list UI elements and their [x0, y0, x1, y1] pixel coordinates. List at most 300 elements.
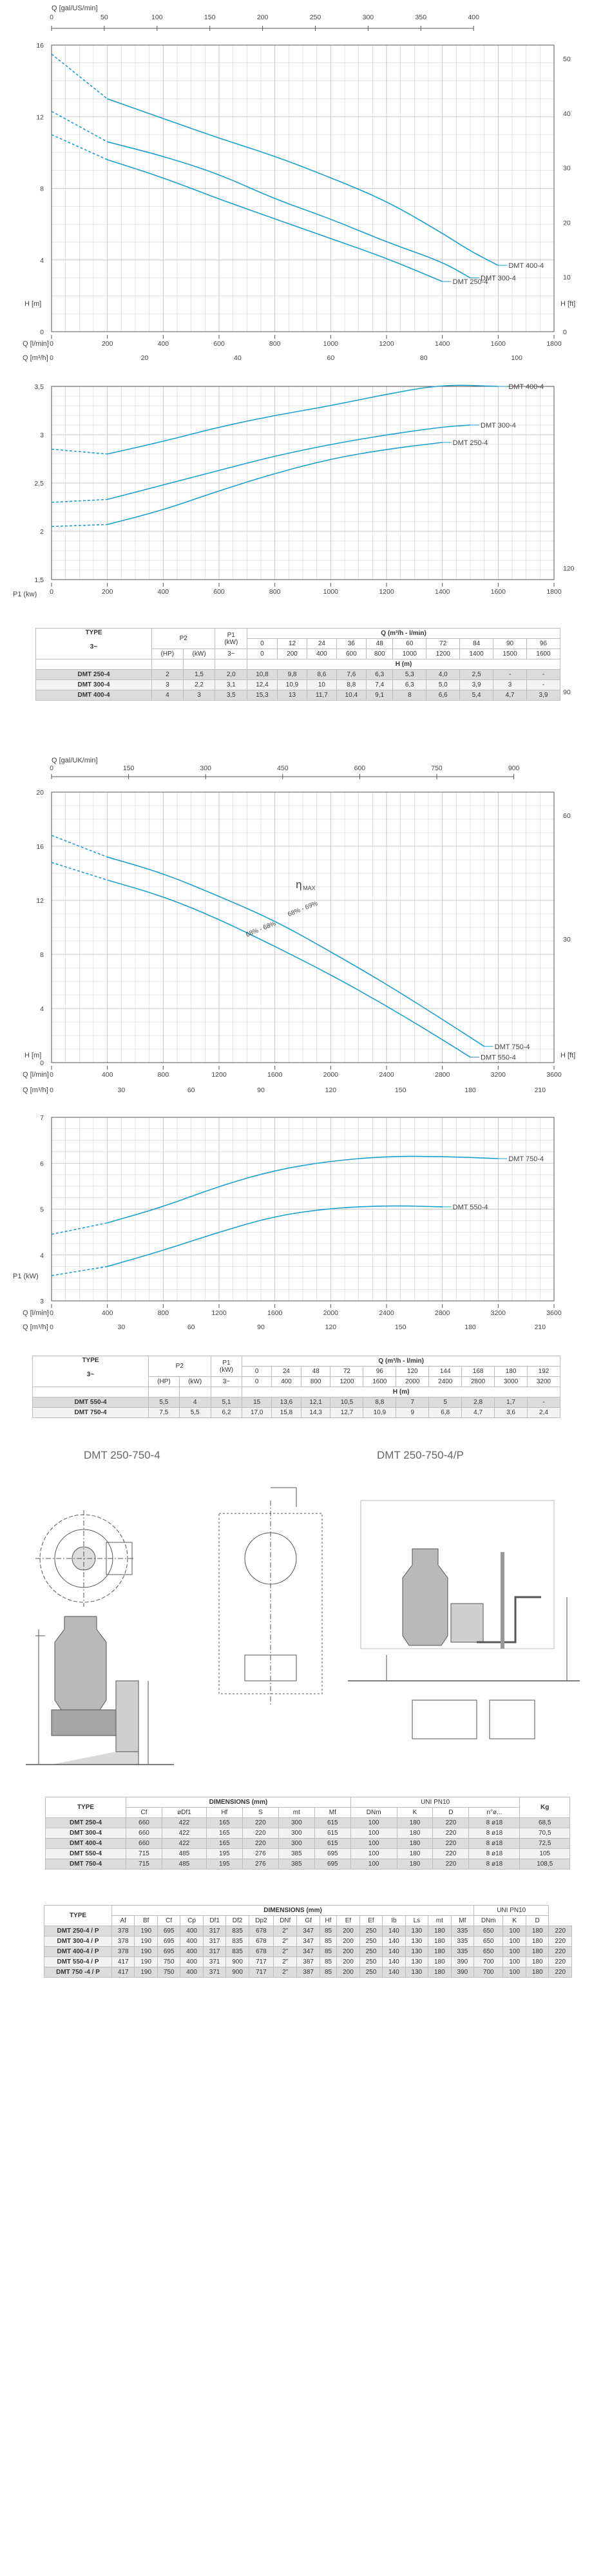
h-m-axis-label: H [m] [24, 1052, 42, 1059]
table-cell: 400 [180, 1926, 203, 1937]
power-chart-dmt-250-400 [0, 380, 612, 612]
q-m3h-tick: 80 [419, 354, 428, 362]
q-gpm-tick: 600 [354, 764, 366, 772]
q-gpm-tick: 250 [309, 14, 321, 21]
table-cell: 12,1 [301, 1397, 330, 1408]
model-name: DMT 300-4 / P [44, 1937, 112, 1947]
table-cell: 180 [428, 1947, 451, 1957]
q-lmin-value: 3200 [528, 1377, 560, 1387]
table-cell: 400 [180, 1937, 203, 1947]
table-cell: 347 [297, 1926, 320, 1937]
series-label-dmt-550-4: DMT 550-4 [452, 1203, 488, 1211]
table-cell: 130 [405, 1957, 428, 1967]
p-axis-label: P1 (kW) [13, 1273, 39, 1280]
type-header: TYPE 3~ [36, 629, 152, 659]
table-cell: 3 [183, 690, 215, 701]
pump-top-view-drawing [35, 1510, 135, 1607]
column-header: Ib [383, 1916, 405, 1926]
q-lmin-value: 2400 [429, 1377, 462, 1387]
table-cell: 4 [179, 1397, 211, 1408]
q-lmin-value: 1600 [526, 649, 560, 659]
table-cell: 276 [242, 1849, 278, 1859]
table-cell: 8 ø18 [469, 1818, 520, 1828]
table-cell: 12,4 [247, 680, 278, 690]
column-header: Df1 [203, 1916, 225, 1926]
table-cell: 717 [249, 1957, 273, 1967]
q-lmin-tick: 2400 [379, 1071, 394, 1079]
p-tick: 6 [40, 1160, 44, 1168]
table-cell: 200 [337, 1937, 359, 1947]
table-cell: 300 [278, 1828, 314, 1839]
h-ft-tick: 30 [563, 935, 571, 943]
p2-header: P2 [152, 629, 215, 649]
type-header: TYPE 3~ [33, 1356, 149, 1387]
q-lmin-tick: 0 [50, 1309, 53, 1317]
uni-pn10-header: UNI PN10 [474, 1906, 549, 1916]
table-cell: 9 [396, 1408, 429, 1418]
table-cell: 85 [320, 1967, 336, 1978]
table-cell: 5,5 [149, 1397, 180, 1408]
series-label-dmt-400-4: DMT 400-4 [508, 383, 544, 391]
column-header: mt [428, 1916, 451, 1926]
q-m3h-tick: 30 [117, 1086, 126, 1094]
table-cell: 180 [428, 1967, 451, 1978]
table-cell: 4,7 [493, 690, 527, 701]
q-lmin-tick: 3200 [490, 1309, 506, 1317]
p-tick: 3 [40, 431, 44, 439]
table-cell: 165 [206, 1818, 242, 1828]
table-cell: 105 [520, 1849, 570, 1859]
model-name: DMT 550-4 [33, 1397, 149, 1408]
q-m3h-tick: 20 [140, 354, 149, 362]
table-cell: 900 [226, 1957, 249, 1967]
table-cell: 8 [393, 690, 426, 701]
table-row [36, 680, 560, 690]
q-m3h-value: 72 [426, 639, 460, 649]
table-cell: 650 [474, 1937, 503, 1947]
kw-unit: (kW) [183, 649, 215, 659]
table-cell: 200 [337, 1967, 359, 1978]
table-row [44, 1967, 572, 1978]
model-name: DMT 750-4 [46, 1859, 126, 1870]
q-lmin-tick: 1400 [434, 588, 450, 596]
table-cell: 190 [135, 1947, 157, 1957]
series-label-dmt-300-4: DMT 300-4 [481, 274, 516, 283]
q-m3h-value: 0 [247, 639, 278, 649]
table-cell: 15 [242, 1397, 272, 1408]
q-lmin-tick: 600 [213, 588, 225, 596]
q-lmin-value: 600 [336, 649, 367, 659]
column-header: DNf [274, 1916, 297, 1926]
q-lmin-tick: 1600 [490, 340, 506, 348]
table-cell: 6,3 [367, 670, 393, 680]
q-m3h-value: 36 [336, 639, 367, 649]
q-m3h-tick: 0 [50, 1086, 53, 1094]
q-lmin-tick: 3200 [490, 1071, 506, 1079]
h-m-tick: 20 [36, 789, 44, 797]
q-lmin-tick: 800 [157, 1071, 169, 1079]
table-cell: 180 [397, 1828, 433, 1839]
q-m3h-tick: 0 [50, 1323, 53, 1331]
q-lmin-value: 0 [247, 649, 278, 659]
q-lmin-tick: 1000 [323, 588, 339, 596]
spacer [33, 1387, 149, 1397]
q-gpm-tick: 50 [100, 14, 108, 21]
column-header: øDf1 [162, 1808, 206, 1818]
spacer [152, 659, 184, 670]
table-cell: 3,9 [460, 680, 493, 690]
table-cell: 700 [474, 1967, 503, 1978]
q-lmin-value: 400 [307, 649, 336, 659]
caption-dmt-250-750-4: DMT 250-750-4 [84, 1449, 160, 1461]
model-name: DMT 550-4 / P [44, 1957, 112, 1967]
p1-header: P1 (kW) [215, 629, 247, 649]
q-lmin-value: 0 [242, 1377, 272, 1387]
q-lmin-value: 2800 [462, 1377, 495, 1387]
h-m-tick: 16 [36, 42, 44, 50]
spacer [36, 659, 152, 670]
table-cell: 70,5 [520, 1828, 570, 1839]
h-header: H (m) [242, 1387, 560, 1397]
table-cell: 7,6 [336, 670, 367, 680]
table-cell: 165 [206, 1828, 242, 1839]
kw-unit: (kW) [179, 1377, 211, 1387]
q-m3h-tick: 30 [117, 1323, 126, 1331]
q-m3h-tick: 150 [394, 1086, 406, 1094]
model-name: DMT 750-4 [33, 1408, 149, 1418]
table-cell: 678 [249, 1947, 273, 1957]
column-header: K [503, 1916, 526, 1926]
type-header: TYPE [44, 1906, 112, 1926]
table-cell: 678 [249, 1937, 273, 1947]
table-cell: 750 [157, 1957, 180, 1967]
column-header: DNm [350, 1808, 397, 1818]
table-cell: 2" [274, 1967, 297, 1978]
table-cell: 2" [274, 1937, 297, 1947]
table-cell: 195 [206, 1849, 242, 1859]
column-header: Hf [206, 1808, 242, 1818]
table-cell: 2" [274, 1947, 297, 1957]
table-cell: 4 [152, 690, 184, 701]
table-cell: 200 [337, 1947, 359, 1957]
table-cell: 385 [278, 1859, 314, 1870]
table-cell: 378 [112, 1937, 135, 1947]
q-lmin-tick: 400 [157, 340, 169, 348]
column-header: Cf [126, 1808, 162, 1818]
table-cell: 100 [350, 1849, 397, 1859]
table-cell: 335 [451, 1937, 473, 1947]
table-cell: 100 [350, 1859, 397, 1870]
table-cell: 100 [350, 1839, 397, 1849]
q-m3h-value: 60 [393, 639, 426, 649]
q-lmin-tick: 1600 [267, 1309, 283, 1317]
q-lmin-axis-label: Q [l/min] [23, 1309, 49, 1317]
h-ft-tick: 20 [563, 219, 571, 227]
p-tick: 2 [40, 528, 44, 536]
q-m3h-tick: 40 [234, 354, 242, 362]
table-cell: 140 [383, 1967, 405, 1978]
q-lmin-tick: 1600 [267, 1071, 283, 1079]
table-cell: 2,0 [215, 670, 247, 680]
h-ft-tick: 30 [563, 164, 571, 173]
model-name: DMT 250-4 [36, 670, 152, 680]
table-cell: 190 [135, 1967, 157, 1978]
p1-phase: 3~ [215, 649, 247, 659]
table-cell: 422 [162, 1818, 206, 1828]
eta-max-sub: MAX [303, 885, 316, 892]
table-cell: 385 [278, 1849, 314, 1859]
q-lmin-tick: 1200 [211, 1309, 227, 1317]
table-cell: 6,3 [393, 680, 426, 690]
table-cell: 8 ø18 [469, 1828, 520, 1839]
q-lmin-tick: 400 [101, 1071, 113, 1079]
performance-table-dmt-550-750 [32, 1356, 560, 1418]
table-cell: 85 [320, 1957, 336, 1967]
table-cell: 8 ø18 [469, 1859, 520, 1870]
q-m3h-tick: 60 [187, 1323, 195, 1331]
table-cell: 9,8 [277, 670, 307, 680]
column-header: Ls [405, 1916, 428, 1926]
table-cell: 14,3 [301, 1408, 330, 1418]
q-lmin-value: 2000 [396, 1377, 429, 1387]
table-cell: 335 [451, 1926, 473, 1937]
table-cell: 180 [397, 1839, 433, 1849]
column-header: D [526, 1916, 548, 1926]
table-cell: 220 [433, 1849, 469, 1859]
table-cell: 390 [451, 1957, 473, 1967]
table-cell: 4,0 [426, 670, 460, 680]
table-cell: 390 [451, 1967, 473, 1978]
table-cell: 6,8 [429, 1408, 462, 1418]
q-m3h-value: 12 [277, 639, 307, 649]
table-cell: 400 [180, 1967, 203, 1978]
h-m-tick: 4 [40, 1005, 44, 1013]
column-header: Cf [157, 1916, 180, 1926]
h-ft-tick: 0 [563, 328, 567, 336]
q-lmin-tick: 2800 [434, 1309, 450, 1317]
dimensions-table-p [44, 1905, 572, 1978]
table-cell: 180 [526, 1947, 548, 1957]
table-row [44, 1937, 572, 1947]
table-cell: 2,2 [183, 680, 215, 690]
h-m-tick: 8 [40, 951, 44, 959]
model-name: DMT 750 -4 / P [44, 1967, 112, 1978]
q-m3h-tick: 150 [394, 1323, 406, 1331]
table-cell: 250 [359, 1957, 382, 1967]
table-cell: 13,6 [272, 1397, 301, 1408]
table-cell: 72,5 [520, 1839, 570, 1849]
table-cell: 100 [350, 1818, 397, 1828]
model-name: DMT 400-4 [36, 690, 152, 701]
q-m3h-tick: 60 [327, 354, 335, 362]
table-cell: 678 [249, 1926, 273, 1937]
table-cell: 140 [383, 1926, 405, 1937]
table-cell: 250 [359, 1967, 382, 1978]
q-m3h-value: 120 [396, 1367, 429, 1377]
q-m3h-value: 24 [307, 639, 336, 649]
q-m3h-value: 48 [367, 639, 393, 649]
table-cell: 615 [314, 1818, 350, 1828]
h-m-tick: 8 [40, 185, 44, 193]
table-cell: 660 [126, 1839, 162, 1849]
table-cell: 317 [203, 1937, 225, 1947]
model-name: DMT 250-4 / P [44, 1926, 112, 1937]
table-cell: 10,9 [363, 1408, 396, 1418]
table-cell: 250 [359, 1937, 382, 1947]
table-cell: 2,8 [462, 1397, 495, 1408]
table-cell: 650 [474, 1947, 503, 1957]
q-lmin-value: 3000 [495, 1377, 528, 1387]
q-lmin-tick: 800 [269, 340, 281, 348]
p-tick: 3 [40, 1298, 44, 1305]
q-lmin-axis-label: Q [l/min] [23, 1071, 49, 1079]
h-ft-axis-label: H [ft] [560, 300, 576, 308]
q-gpm-tick: 900 [508, 764, 520, 772]
series-label-dmt-300-4: DMT 300-4 [481, 422, 516, 430]
q-m3h-tick: 90 [257, 1086, 265, 1094]
table-cell: 378 [112, 1947, 135, 1957]
dimensions-header: DIMENSIONS (mm) [126, 1797, 351, 1808]
h-m-tick: 0 [40, 1059, 44, 1067]
table-cell: 190 [135, 1957, 157, 1967]
table-cell: 220 [242, 1818, 278, 1828]
q-lmin-tick: 2000 [323, 1071, 339, 1079]
q-m3h-tick: 60 [187, 1086, 195, 1094]
table-cell: 130 [405, 1967, 428, 1978]
q-m3h-value: 180 [495, 1367, 528, 1377]
q-lmin-axis-label: Q [l/min] [23, 340, 49, 348]
q-m3h-value: 24 [272, 1367, 301, 1377]
h-ft-axis-label: H [ft] [560, 1052, 576, 1059]
q-lmin-tick: 2000 [323, 1309, 339, 1317]
table-row [46, 1818, 570, 1828]
q-m3h-axis-label: Q [m³/h] [23, 1323, 48, 1331]
table-cell: 220 [433, 1859, 469, 1870]
table-cell: 900 [226, 1967, 249, 1978]
table-cell: 3 [493, 680, 527, 690]
q-m3h-tick: 120 [325, 1323, 337, 1331]
table-cell: 195 [206, 1859, 242, 1870]
table-cell: 220 [549, 1937, 572, 1947]
table-cell: 220 [242, 1828, 278, 1839]
column-header: DNm [474, 1916, 503, 1926]
h-ft-tick: 60 [563, 811, 571, 820]
q-gpm-axis-label: Q [gal/UK/min] [52, 757, 98, 764]
h-ft-tick: 40 [563, 109, 571, 118]
model-name: DMT 250-4 [46, 1818, 126, 1828]
q-gpm-tick: 750 [431, 764, 443, 772]
column-header: mt [278, 1808, 314, 1818]
p-tick: 7 [40, 1114, 44, 1122]
table-row [36, 690, 560, 701]
p1-header: P1 (kW) [211, 1356, 242, 1377]
column-header: Ef [337, 1916, 359, 1926]
table-cell: 100 [503, 1926, 526, 1937]
q-lmin-value: 1400 [460, 649, 493, 659]
q-header: Q (m³/h - l/min) [247, 629, 560, 639]
table-cell: 347 [297, 1937, 320, 1947]
uni-pn10-header: UNI PN10 [350, 1797, 520, 1808]
q-m3h-tick: 90 [257, 1323, 265, 1331]
table-cell: 660 [126, 1828, 162, 1839]
table-cell: 615 [314, 1839, 350, 1849]
table-cell: 2" [274, 1926, 297, 1937]
table-row [36, 670, 560, 680]
column-header: Af [112, 1916, 135, 1926]
table-cell: - [493, 670, 527, 680]
table-cell: 15,8 [272, 1408, 301, 1418]
table-cell: 10 [307, 680, 336, 690]
q-lmin-tick: 400 [157, 588, 169, 596]
table-cell: 8 ø18 [469, 1849, 520, 1859]
q-m3h-value: 192 [528, 1367, 560, 1377]
dimensions-table [45, 1797, 570, 1870]
q-lmin-value: 200 [277, 649, 307, 659]
table-cell: 5,5 [179, 1408, 211, 1418]
table-cell: 5 [429, 1397, 462, 1408]
column-header: Df2 [226, 1916, 249, 1926]
table-cell: 835 [226, 1937, 249, 1947]
table-cell: 180 [428, 1926, 451, 1937]
p1-phase: 3~ [211, 1377, 242, 1387]
q-lmin-tick: 2800 [434, 1071, 450, 1079]
table-cell: 835 [226, 1926, 249, 1937]
q-lmin-tick: 1200 [211, 1071, 227, 1079]
table-cell: 715 [126, 1849, 162, 1859]
pump-side-view-drawing [26, 1616, 174, 1765]
q-m3h-value: 96 [363, 1367, 396, 1377]
q-m3h-tick: 0 [50, 354, 53, 362]
table-cell: 695 [157, 1926, 180, 1937]
table-cell: 140 [383, 1947, 405, 1957]
table-cell: 400 [180, 1947, 203, 1957]
h-ft-tick: 50 [563, 55, 571, 64]
table-cell: 750 [157, 1967, 180, 1978]
table-cell: 180 [397, 1818, 433, 1828]
q-lmin-value: 1500 [493, 649, 527, 659]
table-cell: 220 [549, 1947, 572, 1957]
table-cell: 220 [433, 1839, 469, 1849]
q-m3h-value: 90 [493, 639, 527, 649]
h-m-tick: 0 [40, 328, 44, 336]
table-cell: 100 [503, 1957, 526, 1967]
table-cell: 335 [451, 1947, 473, 1957]
table-cell: 400 [180, 1957, 203, 1967]
q-lmin-tick: 1400 [434, 340, 450, 348]
table-row [46, 1849, 570, 1859]
table-cell: 5,0 [426, 680, 460, 690]
p-tick: 3,5 [34, 383, 44, 391]
q-lmin-value: 1000 [393, 649, 426, 659]
p2-header: P2 [149, 1356, 211, 1377]
q-lmin-tick: 1800 [546, 340, 562, 348]
q-gpm-tick: 400 [468, 14, 479, 21]
table-cell: 300 [278, 1818, 314, 1828]
head-chart-dmt-250-400 [0, 0, 612, 361]
q-gpm-tick: 300 [362, 14, 374, 21]
column-header: Ef [359, 1916, 382, 1926]
table-cell: 695 [157, 1947, 180, 1957]
spacer [179, 1387, 211, 1397]
table-cell: 4,7 [462, 1408, 495, 1418]
q-lmin-value: 1200 [330, 1377, 363, 1387]
q-gpm-axis-label: Q [gal/US/min] [52, 5, 98, 12]
table-cell: 2" [274, 1957, 297, 1967]
p-tick: 2,5 [34, 480, 44, 488]
q-m3h-value: 96 [526, 639, 560, 649]
table-cell: 3 [152, 680, 184, 690]
q-lmin-tick: 2400 [379, 1309, 394, 1317]
